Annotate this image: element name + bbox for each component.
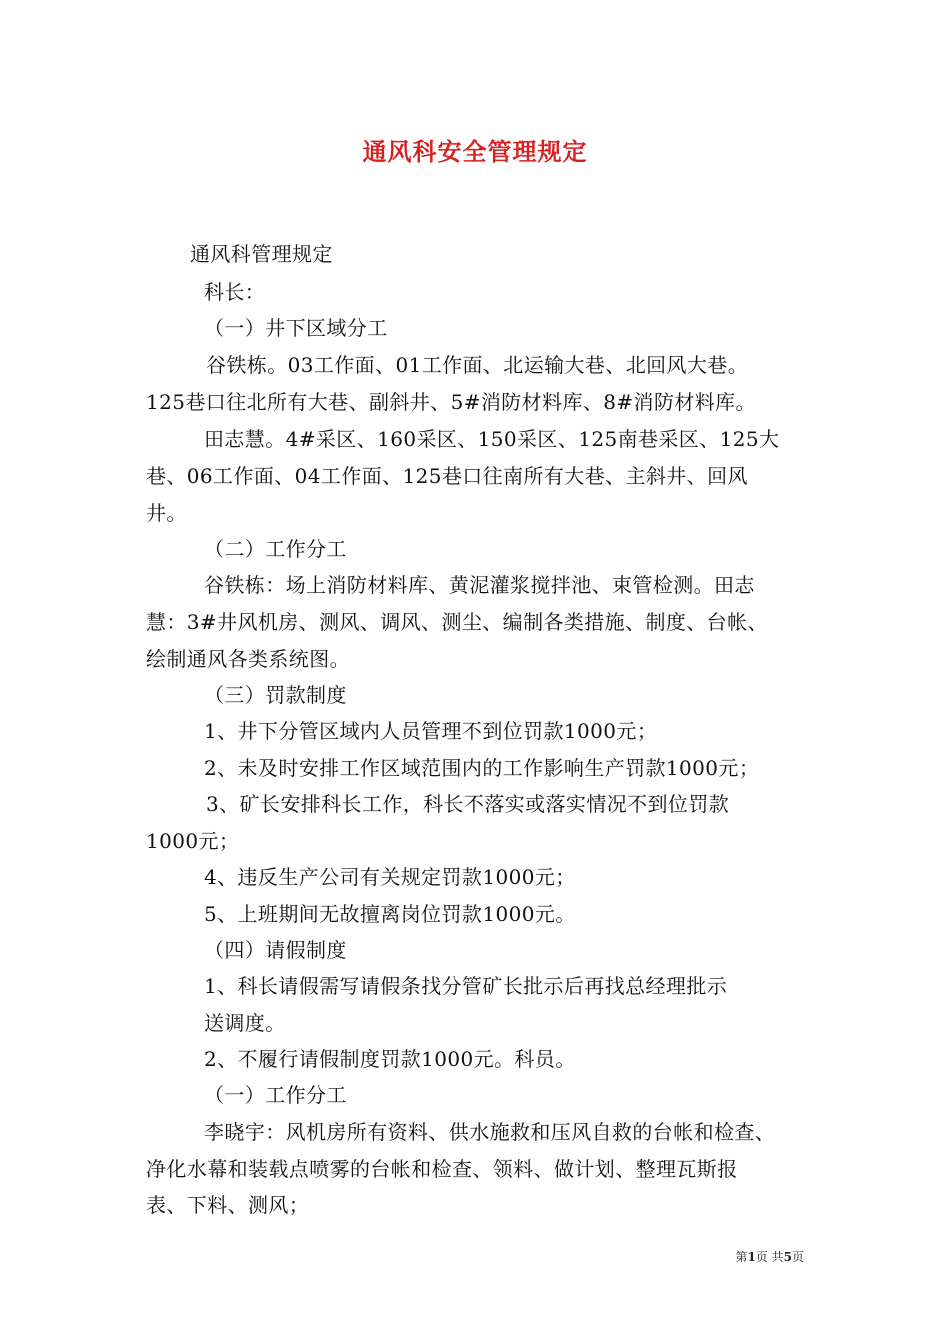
total-pages: 5 [783,1250,792,1264]
paragraph-line: 慧：3#井风机房、测风、调风、测尘、编制各类措施、制度、台帐、 [146,610,768,634]
list-item: 1000元； [146,829,240,853]
page-number-middle: 页 共 [755,1250,784,1264]
page-number [735,1248,804,1265]
page-number-prefix: 第 [735,1250,748,1264]
subsection-heading: （三）罚款制度 [204,683,347,707]
list-item: 4、违反生产公司有关规定罚款1000元； [204,865,576,889]
paragraph-line: 井。 [146,501,187,525]
paragraph-line: 表、下料、测风； [146,1193,310,1217]
paragraph-line: 巷、06工作面、04工作面、125巷口往南所有大巷、主斜井、回风 [146,464,748,488]
paragraph-line: 科长： [204,280,266,304]
subsection-heading: （一）井下区域分工 [204,316,388,340]
list-item: 1、井下分管区域内人员管理不到位罚款1000元； [204,719,658,743]
paragraph-line: 谷铁栋。03工作面、01工作面、北运输大巷、北回风大巷。 [206,353,749,377]
paragraph-line: 李晓宇：风机房所有资料、供水施救和压风自救的台帐和检查、 [204,1120,776,1144]
paragraph-line: 谷铁栋：场上消防材料库、黄泥灌浆搅拌池、束管检测。田志 [204,573,755,597]
list-item: 送调度。 [204,1011,286,1035]
current-page: 1 [747,1250,756,1264]
list-item: 2、不履行请假制度罚款1000元。科员。 [204,1047,576,1071]
document-title: 通风科安全管理规定 [362,137,588,166]
list-item: 1、科长请假需写请假条找分管矿长批示后再找总经理批示 [204,974,728,998]
section-heading: 通风科管理规定 [190,242,333,266]
list-item: 5、上班期间无故擅离岗位罚款1000元。 [204,902,576,926]
paragraph-line: 田志慧。4#采区、160采区、150采区、125南巷采区、125大 [204,427,780,451]
page-number-suffix: 页 [791,1250,804,1264]
subsection-heading: （一）工作分工 [204,1083,347,1107]
paragraph-line: 净化水幕和装载点喷雾的台帐和检查、领料、做计划、整理瓦斯报 [146,1157,738,1181]
paragraph-line: 125巷口往北所有大巷、副斜井、5#消防材料库、8#消防材料库。 [146,390,756,414]
paragraph-line: 绘制通风各类系统图。 [146,647,350,671]
list-item: 3、矿长安排科长工作，科长不落实或落实情况不到位罚款 [206,792,730,816]
list-item: 2、未及时安排工作区域范围内的工作影响生产罚款1000元； [204,756,760,780]
subsection-heading: （二）工作分工 [204,537,347,561]
subsection-heading: （四）请假制度 [204,938,347,962]
